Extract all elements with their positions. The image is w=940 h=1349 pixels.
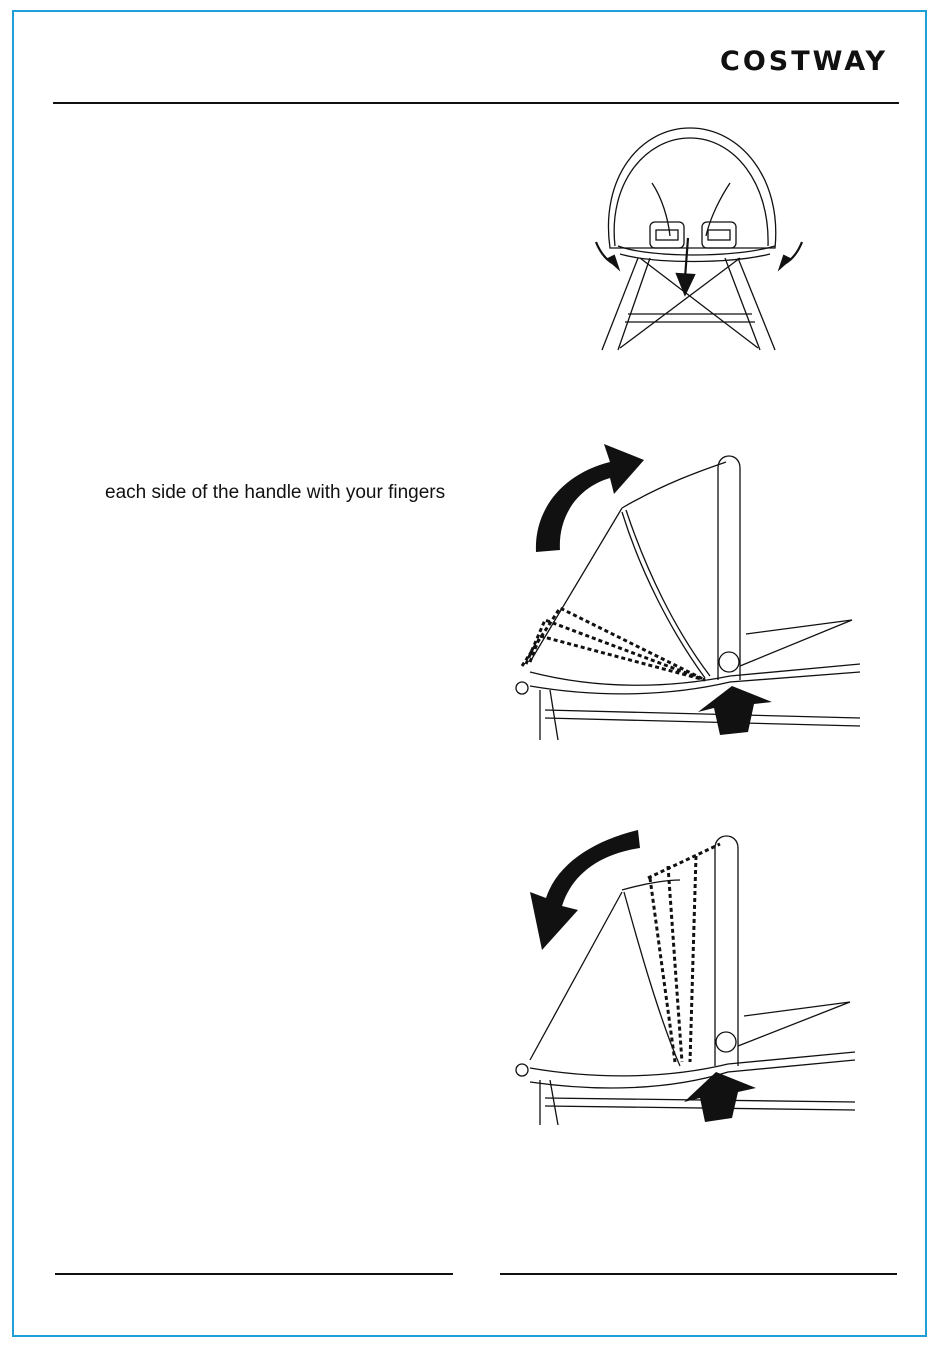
header-rule — [53, 102, 899, 104]
footer-rule-right — [500, 1273, 897, 1275]
footer-rule-left — [55, 1273, 453, 1275]
curved-arrow-up-icon — [536, 444, 644, 552]
brand-logo: COSTWAY — [720, 46, 889, 77]
push-up-arrow-icon — [684, 1072, 756, 1122]
push-up-arrow-icon — [698, 686, 772, 735]
canopy-lower-diagram — [500, 830, 870, 1130]
handle-instruction-text: each side of the handle with your fingers — [105, 482, 446, 503]
canopy-raise-diagram — [500, 440, 870, 750]
bassinet-front-view-fold — [570, 118, 810, 358]
